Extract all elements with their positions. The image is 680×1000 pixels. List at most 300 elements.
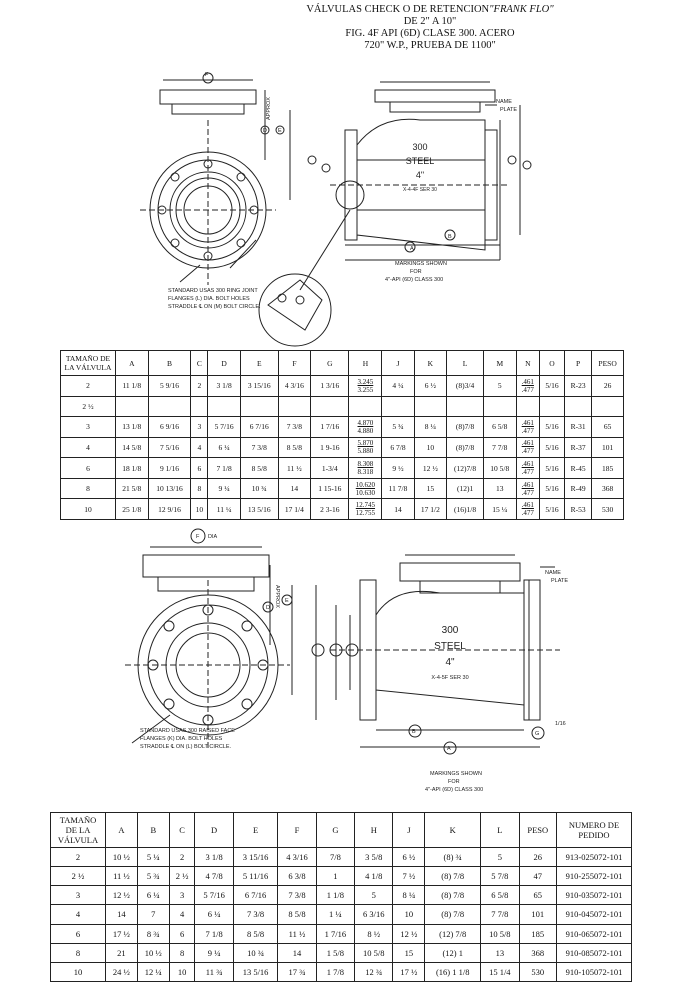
table-cell: 26 — [519, 848, 557, 867]
marking2-line2: FOR — [448, 779, 460, 785]
table-cell: 4 — [169, 905, 195, 924]
table-cell: 101 — [592, 437, 624, 458]
table-cell: 6 ¼ — [208, 437, 241, 458]
table-cell: 4 — [191, 437, 208, 458]
table-cell: 5/16 — [540, 499, 565, 520]
table-cell: 530 — [519, 962, 557, 981]
header-line4: 720" W.P., PRUEBA DE 1100" — [364, 40, 496, 51]
dia2-label: DIA — [208, 534, 218, 540]
table-cell: 6 5/8 — [484, 417, 517, 438]
table2-header: K — [425, 813, 481, 848]
nameplate1-line1: NAME — [496, 99, 512, 105]
marking2-line3: 4"-API (6D) CLASS 300 — [425, 787, 484, 793]
table-cell — [349, 499, 382, 520]
table2-header: NUMERO DE PEDIDO — [557, 813, 632, 848]
dim2-d: D — [266, 605, 270, 611]
table-cell — [349, 376, 382, 397]
table-cell: 910-065072-101 — [557, 924, 632, 943]
marking1-line1: MARKINGS SHOWN — [395, 261, 447, 267]
table2-header: H — [355, 813, 393, 848]
table-cell: 10 ½ — [106, 848, 138, 867]
table-cell: 12 ¼ — [137, 962, 169, 981]
table-cell: 1 1/8 — [316, 886, 354, 905]
table-cell: 4 7/8 — [195, 867, 233, 886]
table-cell: R-23 — [564, 376, 591, 397]
table-cell — [191, 396, 208, 417]
dim1-b: B — [448, 234, 452, 240]
table2-header: B — [137, 813, 169, 848]
drawing-ring-joint — [0, 60, 680, 350]
table-cell: 25 1/8 — [116, 499, 149, 520]
table-cell: 6 — [61, 458, 116, 479]
table-cell: 7 — [137, 905, 169, 924]
table-row — [61, 458, 624, 479]
table1-header: J — [382, 351, 414, 376]
table-cell: 17 ¾ — [278, 962, 316, 981]
table-cell: 7 1/8 — [208, 458, 241, 479]
note2-line3: STRADDLE ℄ ON (L) BOLT CIRCLE. — [140, 744, 232, 750]
body1-serial: X-4-4F SER 30 — [403, 187, 437, 193]
table-cell: 5 7/8 — [481, 867, 519, 886]
table-cell: 1-3/4 — [311, 458, 349, 479]
table1-header: L — [447, 351, 484, 376]
table1-header: P — [564, 351, 591, 376]
table-cell: 12 ½ — [393, 924, 425, 943]
table-cell: 7 3/8 — [233, 905, 278, 924]
dim2-g: G — [535, 731, 540, 737]
table-cell: 368 — [519, 943, 557, 962]
tolerance-value: $\frac{8.308}{8.318}$ — [357, 460, 374, 477]
side-view-1 — [300, 82, 531, 290]
table-cell: 10 5/8 — [355, 943, 393, 962]
table-cell — [516, 437, 539, 458]
table-cell: 1 ¼ — [316, 905, 354, 924]
table-cell: 910-105072-101 — [557, 962, 632, 981]
table-cell: 17 ½ — [393, 962, 425, 981]
table-cell: 3 — [61, 417, 116, 438]
table2-header: D — [195, 813, 233, 848]
table-cell — [447, 396, 484, 417]
tolerance-value: $\frac{10.620}{10.630}$ — [355, 480, 376, 497]
table-cell: 6 ½ — [393, 848, 425, 867]
table-cell — [516, 396, 539, 417]
table1-header: G — [311, 351, 349, 376]
table-row — [61, 376, 624, 397]
note1-line2: FLANGES (L) DIA. BOLT HOLES — [168, 296, 250, 302]
table-cell: 8 ¾ — [137, 924, 169, 943]
table-cell: (12) 7/8 — [425, 924, 481, 943]
table-cell — [516, 478, 539, 499]
table-cell: 11 ¾ — [195, 962, 233, 981]
header-line2: DE 2" A 10" — [403, 16, 457, 27]
table-cell — [349, 417, 382, 438]
table-cell: 10 ½ — [137, 943, 169, 962]
table1-header: TAMAÑO DE LA VÁLVULA — [61, 351, 116, 376]
table-cell: 18 1/8 — [116, 458, 149, 479]
dim1-e: E — [278, 128, 282, 134]
table-cell: 13 1/8 — [116, 417, 149, 438]
table-cell: 11 ¼ — [208, 499, 241, 520]
table-cell: 17 1/4 — [278, 499, 311, 520]
table-cell: 1 5/8 — [316, 943, 354, 962]
table-cell: 10 5/8 — [481, 924, 519, 943]
table-cell: (16)1/8 — [447, 499, 484, 520]
table-cell: 5/16 — [540, 458, 565, 479]
table-cell: 11 ½ — [278, 924, 316, 943]
header-line1: VÁLVULAS CHECK O DE RETENCION"FRANK FLO" — [306, 4, 554, 15]
body1-rating: 300 — [412, 142, 428, 152]
sixteenth2-label: 1/16 — [555, 721, 566, 727]
table-cell: 2 — [51, 848, 106, 867]
table-cell: 14 — [278, 943, 316, 962]
table-cell: 6 3/8 — [278, 867, 316, 886]
table-cell: 8 5/8 — [233, 924, 278, 943]
table-cell: 12 ½ — [106, 886, 138, 905]
table-cell: 8 — [61, 478, 116, 499]
table-cell — [516, 376, 539, 397]
tolerance-value: $\frac{.461}{.477}$ — [521, 501, 534, 518]
tolerance-value: $\frac{.461}{.477}$ — [521, 418, 534, 435]
note1-line1: STANDARD USAS 300 RING JOINT — [168, 288, 258, 294]
table-cell: 6 5/8 — [481, 886, 519, 905]
table-cell: 5 9/16 — [148, 376, 191, 397]
table-row — [51, 924, 632, 943]
table-cell: 12 9/16 — [148, 499, 191, 520]
table-cell: (8) 7/8 — [425, 905, 481, 924]
table-cell: 3 1/8 — [195, 848, 233, 867]
table-row — [51, 886, 632, 905]
table-cell: 9 1/16 — [148, 458, 191, 479]
body1-size: 4" — [415, 170, 425, 180]
table-cell: 5 7/16 — [195, 886, 233, 905]
table-cell: 5 11/16 — [233, 867, 278, 886]
table-cell: 9 ½ — [382, 458, 414, 479]
table-cell: R-31 — [564, 417, 591, 438]
table-cell: 7 5/16 — [148, 437, 191, 458]
table-cell: 2 ½ — [61, 396, 116, 417]
table-cell: 5/16 — [540, 478, 565, 499]
table-cell: 5 ¾ — [137, 867, 169, 886]
table-cell — [311, 396, 349, 417]
table-cell: 1 — [316, 867, 354, 886]
table-cell — [484, 396, 517, 417]
table-cell: 6 7/8 — [382, 437, 414, 458]
table-cell: 101 — [519, 905, 557, 924]
table-cell: 3 1/8 — [208, 376, 241, 397]
table-cell: 910-085072-101 — [557, 943, 632, 962]
marking2-line1: MARKINGS SHOWN — [430, 771, 482, 777]
table-cell: 6 ½ — [414, 376, 447, 397]
table-cell: 2 — [61, 376, 116, 397]
drawing-raised-face — [0, 525, 680, 810]
table-cell — [540, 396, 565, 417]
table-cell: 1 15-16 — [311, 478, 349, 499]
table-cell: 5 — [481, 848, 519, 867]
table-cell: 5/16 — [540, 437, 565, 458]
table2-header: F — [278, 813, 316, 848]
table-cell: 5/16 — [540, 376, 565, 397]
table-cell: 10 — [414, 437, 447, 458]
header-line3: FIG. 4F API (6D) CLASE 300. ACERO — [345, 28, 515, 39]
table-cell — [349, 396, 382, 417]
table1-header-row — [61, 351, 624, 376]
table-row — [61, 396, 624, 417]
table-cell — [516, 417, 539, 438]
table-cell: 8 — [51, 943, 106, 962]
table-cell: R-45 — [564, 458, 591, 479]
table-cell: 368 — [592, 478, 624, 499]
table-cell: 13 — [484, 478, 517, 499]
table-cell: R-49 — [564, 478, 591, 499]
table1-header: PESO — [592, 351, 624, 376]
table-cell: 9 ¼ — [208, 478, 241, 499]
table-cell — [349, 458, 382, 479]
gasket-detail-1 — [259, 274, 331, 346]
table-cell: 6 — [51, 924, 106, 943]
tolerance-value: $\frac{.461}{.477}$ — [521, 460, 534, 477]
table-cell: 3 — [169, 886, 195, 905]
tolerance-value: $\frac{.461}{.477}$ — [521, 480, 534, 497]
table-cell: 10 — [169, 962, 195, 981]
table-cell: 1 3/16 — [311, 376, 349, 397]
table-cell: 913-025072-101 — [557, 848, 632, 867]
table-cell: 21 5/8 — [116, 478, 149, 499]
marking1-line3: 4"-API (6D) CLASS 300 — [385, 277, 444, 283]
table-cell: 3 — [51, 886, 106, 905]
table-cell: 6 7/16 — [240, 417, 278, 438]
tolerance-value: $\frac{4.870}{4.880}$ — [357, 418, 374, 435]
table-cell: 4 — [51, 905, 106, 924]
table-cell — [349, 437, 382, 458]
table1-header: C — [191, 351, 208, 376]
table-cell: 530 — [592, 499, 624, 520]
table-cell: 14 — [278, 478, 311, 499]
table-cell: 11 1/8 — [116, 376, 149, 397]
table-cell: R-53 — [564, 499, 591, 520]
note1-line3: STRADDLE ℄ ON (M) BOLT CIRCLE. — [168, 304, 261, 310]
table-cell: 17 1/2 — [414, 499, 447, 520]
table-cell: 7 3/8 — [278, 886, 316, 905]
table1-header: K — [414, 351, 447, 376]
table-cell — [516, 458, 539, 479]
body2-material: STEEL — [434, 641, 466, 652]
table-cell: 910-035072-101 — [557, 886, 632, 905]
body2-rating: 300 — [441, 625, 459, 636]
raised-face-dimensions-table — [50, 812, 632, 982]
ring-joint-dimensions-table — [60, 350, 624, 520]
table-cell: 47 — [519, 867, 557, 886]
table2-header: PESO — [519, 813, 557, 848]
table-cell: 185 — [519, 924, 557, 943]
front-view-2 — [125, 529, 292, 750]
table-cell: (12) 1 — [425, 943, 481, 962]
table-cell: 5 — [355, 886, 393, 905]
table-cell: 4 3/16 — [278, 848, 316, 867]
table-cell: 6 7/16 — [233, 886, 278, 905]
table-cell: 8 ¼ — [393, 886, 425, 905]
table-cell: 13 5/16 — [240, 499, 278, 520]
table-cell: 10 5/8 — [484, 458, 517, 479]
table-cell: 1 7/8 — [316, 962, 354, 981]
table-cell: 10 — [191, 499, 208, 520]
table2-header: L — [481, 813, 519, 848]
table2-header: G — [316, 813, 354, 848]
table-cell: 8 — [191, 478, 208, 499]
dim1-f: F — [205, 72, 209, 78]
table1-header: B — [148, 351, 191, 376]
approx2-label: APPROX — [274, 585, 280, 608]
table1-header: E — [240, 351, 278, 376]
table-cell — [116, 396, 149, 417]
table-cell: 2 — [169, 848, 195, 867]
table-cell: 15 1/4 — [481, 962, 519, 981]
table1-header: H — [349, 351, 382, 376]
table-cell: 24 ½ — [106, 962, 138, 981]
body1-material: STEEL — [405, 156, 435, 166]
table-cell: 5 ¼ — [137, 848, 169, 867]
table-cell — [564, 396, 591, 417]
body2-size: 4" — [445, 657, 455, 668]
tolerance-value: $\frac{12.745}{12.755}$ — [355, 501, 376, 518]
table-cell — [240, 396, 278, 417]
table-row — [61, 499, 624, 520]
note2-line1: STANDARD USAS 300 RAISED FACE — [140, 728, 235, 734]
table-cell: (8) ¾ — [425, 848, 481, 867]
table-cell: 6 — [191, 458, 208, 479]
table-cell: 10 ¾ — [233, 943, 278, 962]
table-cell: 65 — [519, 886, 557, 905]
table-cell: 2 ½ — [169, 867, 195, 886]
table-cell: 12 ¾ — [355, 962, 393, 981]
dim2-b: B — [412, 729, 416, 735]
table-cell — [516, 499, 539, 520]
table-cell: 10 — [61, 499, 116, 520]
table2-header-row — [51, 813, 632, 848]
table-cell: 7 ½ — [393, 867, 425, 886]
table-cell: 4 ¼ — [382, 376, 414, 397]
table-cell: 1 7/16 — [311, 417, 349, 438]
table-row — [61, 437, 624, 458]
dim2-f: F — [196, 534, 200, 540]
table-cell — [382, 396, 414, 417]
table-cell: 12 ½ — [414, 458, 447, 479]
table-cell: 11 ½ — [278, 458, 311, 479]
table-cell: 10 — [51, 962, 106, 981]
table-cell: 13 — [481, 943, 519, 962]
table-cell — [208, 396, 241, 417]
table2-header: A — [106, 813, 138, 848]
table-cell: (16) 1 1/8 — [425, 962, 481, 981]
nameplate2-line2: PLATE — [551, 578, 569, 584]
table-cell: 1 9-16 — [311, 437, 349, 458]
table-cell: 8 5/8 — [278, 437, 311, 458]
table-cell: 8 5/8 — [278, 905, 316, 924]
table-cell: 10 13/16 — [148, 478, 191, 499]
table-row — [51, 848, 632, 867]
table-cell: 10 — [393, 905, 425, 924]
table1-header: D — [208, 351, 241, 376]
table-row — [61, 478, 624, 499]
table-cell: 185 — [592, 458, 624, 479]
table2-header: J — [393, 813, 425, 848]
table-row — [51, 905, 632, 924]
table-cell: 910-255072-101 — [557, 867, 632, 886]
table-cell: 2 3-16 — [311, 499, 349, 520]
table-cell: 4 — [61, 437, 116, 458]
table-cell: 15 — [414, 478, 447, 499]
nameplate1-line2: PLATE — [500, 107, 518, 113]
table-cell: 8 5/8 — [240, 458, 278, 479]
dim1-a: A — [410, 246, 414, 252]
table-cell: 2 — [191, 376, 208, 397]
table1-header: O — [540, 351, 565, 376]
table-cell: 1 7/16 — [316, 924, 354, 943]
table-cell: 7/8 — [316, 848, 354, 867]
table-cell: 7 7/8 — [484, 437, 517, 458]
table-row — [61, 417, 624, 438]
table-cell: 7 1/8 — [195, 924, 233, 943]
table-cell: 8 — [169, 943, 195, 962]
table-cell — [414, 396, 447, 417]
table-cell: 26 — [592, 376, 624, 397]
table-cell: 6 — [169, 924, 195, 943]
table-cell: (12)1 — [447, 478, 484, 499]
table-cell — [148, 396, 191, 417]
table-cell — [349, 478, 382, 499]
table-cell: 3 15/16 — [233, 848, 278, 867]
table-cell: 4 1/8 — [355, 867, 393, 886]
table2-header: C — [169, 813, 195, 848]
dim2-e: E — [285, 598, 289, 604]
table-cell: 15 — [393, 943, 425, 962]
brand-name: "FRANK FLO" — [489, 4, 554, 15]
dim1-d: D — [263, 128, 267, 134]
table-cell: 10 ¾ — [240, 478, 278, 499]
table-cell: 3 15/16 — [240, 376, 278, 397]
table-cell: 65 — [592, 417, 624, 438]
table-cell: 910-045072-101 — [557, 905, 632, 924]
table-cell: (8)7/8 — [447, 417, 484, 438]
side-view-2 — [312, 555, 560, 754]
table2-header: E — [233, 813, 278, 848]
table-row — [51, 867, 632, 886]
table-cell: 21 — [106, 943, 138, 962]
table-cell: 5/16 — [540, 417, 565, 438]
table-cell: 2 ½ — [51, 867, 106, 886]
tolerance-value: $\frac{.461}{.477}$ — [521, 439, 534, 456]
table-cell: (8)3/4 — [447, 376, 484, 397]
tolerance-value: $\frac{.461}{.477}$ — [521, 377, 534, 394]
table1-header: M — [484, 351, 517, 376]
table-cell: 6 ¼ — [137, 886, 169, 905]
table1-body — [61, 376, 624, 520]
table-cell: (8) 7/8 — [425, 867, 481, 886]
table2-header: TAMAÑO DE LA VÁLVULA — [51, 813, 106, 848]
table-cell: 11 7/8 — [382, 478, 414, 499]
table-cell: 5 7/16 — [208, 417, 241, 438]
table2-body — [51, 848, 632, 982]
table-cell: (8)7/8 — [447, 437, 484, 458]
table-cell: 5 ¾ — [382, 417, 414, 438]
marking1-line2: FOR — [410, 269, 422, 275]
table-cell: 7 3/8 — [278, 417, 311, 438]
table-cell: 6 ¼ — [195, 905, 233, 924]
table-cell: 6 3/16 — [355, 905, 393, 924]
table-cell: 14 — [382, 499, 414, 520]
table-cell — [592, 396, 624, 417]
table-cell: 7 7/8 — [481, 905, 519, 924]
table-cell: 14 5/8 — [116, 437, 149, 458]
